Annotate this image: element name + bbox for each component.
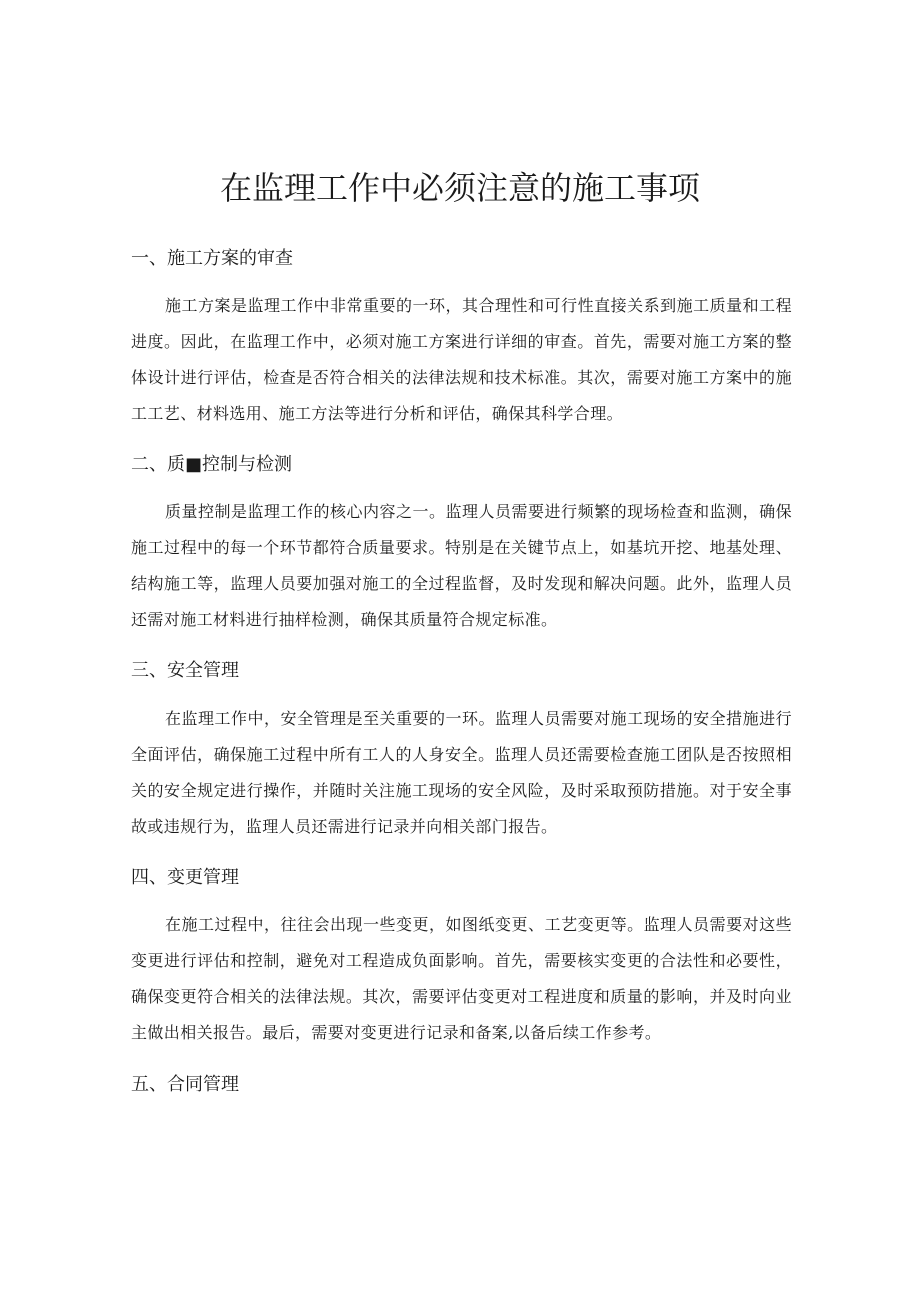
section-heading-2: 二、质■控制与检测: [131, 454, 293, 475]
section-body-4: 在施工过程中，往往会出现一些变更，如图纸变更、工艺变更等。监理人员需要对这些变更进行评估和控制，避免对工程造成负面影响。首先，需要核实变更的合法性和必要性，确保变更符合相关的法律法规。其次，需要评估变更对工程进度和质量的影响，并及时向业主做出相关报告。最后，需要对变更进行记录和备案,以备后续工作参考。: [131, 915, 792, 1042]
document-title: 在监理工作中必须注意的施工事项: [219, 169, 700, 207]
section-heading-5: 五、合同管理: [131, 1074, 239, 1095]
section-heading-3: 三、安全管理: [131, 660, 239, 681]
section-body-2: 质量控制是监理工作的核心内容之一。监理人员需要进行频繁的现场检查和监测，确保施工过程中的每一个环节都符合质量要求。特别是在关键节点上，如基坑开挖、地基处理、结构施工等，监理人员要加强对施工的全过程监督，及时发现和解决问题。此外，监理人员还需对施工材料进行抽样检测，确保其质量符合规定标准。: [131, 502, 792, 629]
section-heading-1: 一、施工方案的审查: [131, 248, 293, 269]
section-body-3: 在监理工作中，安全管理是至关重要的一环。监理人员需要对施工现场的安全措施进行全面评估，确保施工过程中所有工人的人身安全。监理人员还需要检查施工团队是否按照相关的安全规定进行操作，并随时关注施工现场的安全风险，及时采取预防措施。对于安全事故或违规行为，监理人员还需进行记录并向相关部门报告。: [131, 709, 792, 836]
section-body-1: 施工方案是监理工作中非常重要的一环，其合理性和可行性直接关系到施工质量和工程进度。因此，在监理工作中，必须对施工方案进行详细的审查。首先，需要对施工方案的整体设计进行评估，检查是否符合相关的法律法规和技术标准。其次，需要对施工方案中的施工工艺、材料选用、施工方法等进行分析和评估，确保其科学合理。: [131, 296, 792, 423]
section-heading-4: 四、变更管理: [131, 867, 239, 888]
